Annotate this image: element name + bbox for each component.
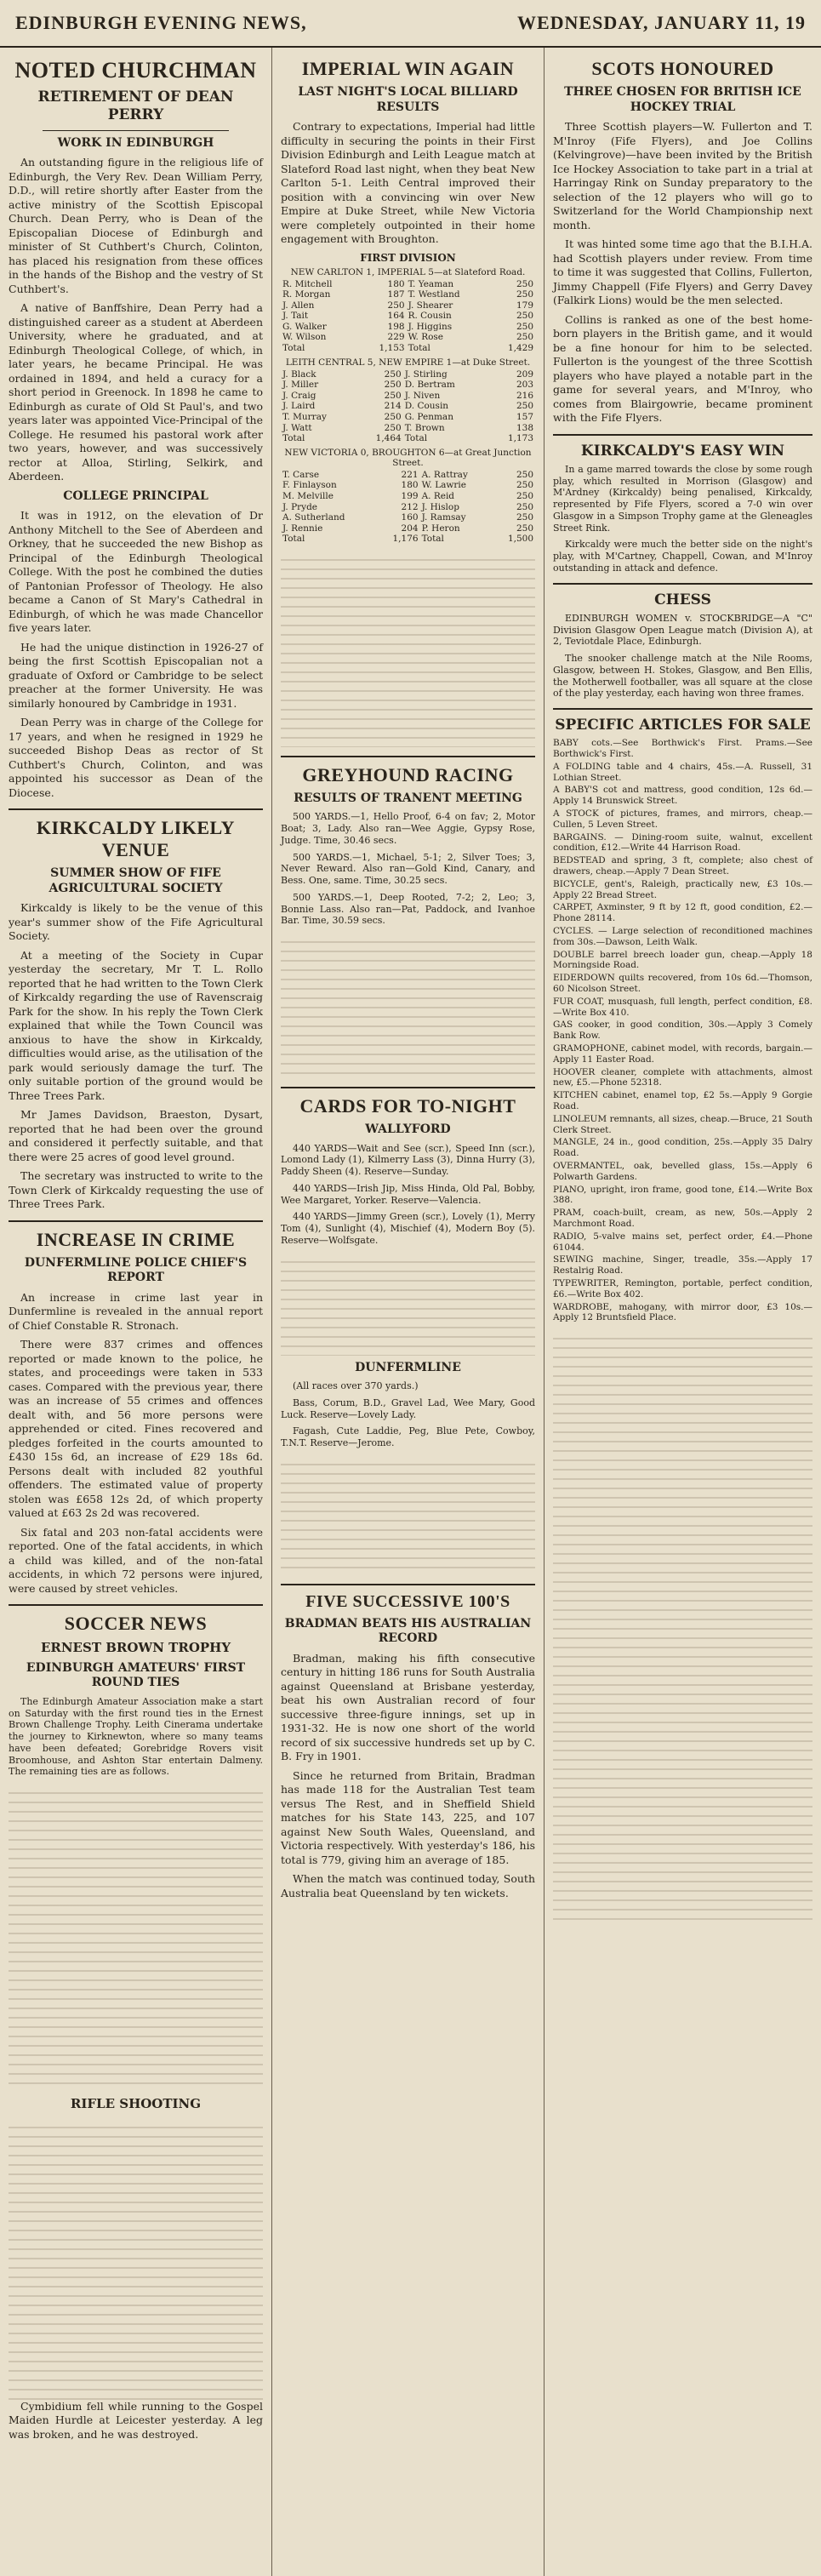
table-row xyxy=(281,279,535,290)
divider xyxy=(43,130,229,131)
fixture-list-block xyxy=(9,1785,263,2091)
division-heading: FIRST DIVISION xyxy=(360,251,456,264)
table-cell: 221 xyxy=(401,469,419,480)
table-cell: G. Penman xyxy=(404,412,453,423)
table-cell: 250 xyxy=(384,380,402,391)
list-item: EIDERDOWN quilts recovered, from 10s 6d.—Thomson, 60 Nicolson Street. xyxy=(553,973,812,994)
kirkcaldy-paragraph: Kirkcaldy is likely to be the venue of this year's summer show of the Fife Agricultural Society. xyxy=(9,901,263,942)
greyhound-subhead: RESULTS OF TRANENT MEETING xyxy=(294,791,522,805)
table-row xyxy=(281,322,535,333)
track-heading: DUNFERMLINE xyxy=(355,1360,461,1374)
list-item: DOUBLE barrel breech loader gun, cheap.—Apply 18 Morningside Road. xyxy=(553,949,812,971)
table-cell: 1,176 xyxy=(392,534,419,545)
bradman-paragraph: Since he returned from Britain, Bradman has made 118 for the Australian Test team versus The Rest, and in Sheffield Shield matches for his State 143, 225, and 107 against New South Wales, Queensland, and Victoria respectively. With yesterday's 186, his total is 779, giving him an average of 185. xyxy=(281,1768,535,1866)
churchman-paragraph: He had the unique distinction in 1926-27 of being the first Scottish Episcopalian not a graduate of Oxford or Cambridge to be select preacher at the former University. He was similarly honoured by Cambridge in 1931. xyxy=(9,640,263,710)
masthead-date: WEDNESDAY, JANUARY 11, 19 xyxy=(516,12,806,33)
table-row xyxy=(281,512,535,523)
table-cell: 216 xyxy=(516,390,533,401)
cards-paragraph: 440 YARDS—Irish Jip, Miss Hinda, Old Pal, Bobby, Wee Margaret, Yorker. Reserve—Valencia. xyxy=(281,1182,535,1206)
table-cell: A. Reid xyxy=(421,491,455,501)
table-cell: J. Black xyxy=(282,368,316,380)
table-cell: 250 xyxy=(384,368,402,380)
table-cell: 179 xyxy=(516,300,533,311)
table-cell: R. Morgan xyxy=(282,289,331,300)
list-item: PIANO, upright, iron frame, good tone, £14.—Write Box 388. xyxy=(553,1184,812,1206)
chess-paragraph: The snooker challenge match at the Nile Rooms, Glasgow, between H. Stokes, Glasgow, and Ben Ellis, the Motherwell footballer, was all square at the close of the play yesterday, each having won three frames. xyxy=(553,653,812,700)
list-item: KITCHEN cabinet, enamel top, £2 5s.—Apply 9 Gorgie Road. xyxy=(553,1090,812,1111)
table-cell: J. Hislop xyxy=(421,501,459,512)
cards-paragraph: Fagash, Cute Laddie, Peg, Blue Pete, Cowboy, T.N.T. Reserve—Jerome. xyxy=(281,1425,535,1449)
list-item: A FOLDING table and 4 chairs, 45s.—A. Russell, 31 Lothian Street. xyxy=(553,761,812,783)
divider xyxy=(281,756,535,757)
table-cell: 250 xyxy=(516,523,533,534)
column-2 xyxy=(272,48,544,2576)
hockey-headline: SCOTS HONOURED xyxy=(591,58,774,79)
table-cell: J. Tait xyxy=(282,311,309,322)
table-row xyxy=(281,380,535,391)
list-item: LINOLEUM remnants, all sizes, cheap.—Bruce, 21 South Clerk Street. xyxy=(553,1113,812,1135)
list-item: BARGAINS. — Dining-room suite, walnut, excellent condition, £12.—Write 44 Harrison Road. xyxy=(553,831,812,854)
bradman-headline: FIVE SUCCESSIVE 100'S xyxy=(305,1591,510,1611)
chess-headline: CHESS xyxy=(654,591,711,608)
hockey-paragraph: It was hinted some time ago that the B.I.H.A. had Scottish players under review. From time to time it was suggested that Collins, Fullerton, Jimmy Chappell (Fife Flyers) and Gerry Davey (Falkirk Lions) would be the men selected. xyxy=(553,237,812,306)
table-cell: J. Ramsay xyxy=(421,512,466,523)
cards-paragraph: (All races over 370 yards.) xyxy=(293,1380,419,1392)
table-cell: Total xyxy=(282,433,305,444)
cards-block xyxy=(281,1456,535,1575)
table-cell: D. Bertram xyxy=(404,380,455,391)
table-cell: 199 xyxy=(401,491,419,501)
table-cell: A. Rattray xyxy=(421,469,468,480)
table-cell: Total xyxy=(282,343,305,354)
table-cell: 250 xyxy=(384,390,402,401)
score-table xyxy=(281,470,535,545)
cards-paragraph: Bass, Corum, B.D., Gravel Lad, Wee Mary, Good Luck. Reserve—Lovely Lady. xyxy=(281,1397,535,1420)
divider xyxy=(553,708,812,710)
crime-paragraph: An increase in crime last year in Dunfermline is revealed in the annual report of Chief Constable R. Stronach. xyxy=(9,1290,263,1332)
soccer-subhead: ERNEST BROWN TROPHY xyxy=(40,1640,231,1655)
hockey-paragraph: Collins is ranked as one of the best home-born players in the British game, and it would be a fine honour for him to be selected. Fullerton is the youngest of the three Scottish players who have played a notable part in the game for several years, and M'Inroy, who comes from Blairgowrie, became prominent with the Fife Flyers. xyxy=(553,312,812,424)
table-cell: 250 xyxy=(516,401,533,412)
ads-headline: SPECIFIC ARTICLES FOR SALE xyxy=(555,717,811,734)
kirkcaldy-subhead: SUMMER SHOW OF FIFE AGRICULTURAL SOCIETY xyxy=(48,866,223,895)
churchman-subhead-2: COLLEGE PRINCIPAL xyxy=(63,488,208,503)
greyhound-paragraph: 500 YARDS.—1, Hello Proof, 6-4 on fav; 2, Motor Boat; 3, Lady. Also ran—Wee Aggie, Gypsy Rose, Judge. Time, 30.46 secs. xyxy=(281,811,535,846)
table-cell: J. Higgins xyxy=(408,321,453,332)
table-cell: Total xyxy=(404,433,428,444)
table-cell: 250 xyxy=(516,469,533,480)
churchman-paragraph: It was in 1912, on the elevation of Dr Anthony Mitchell to the See of Aberdeen and Orkney, that he succeeded the new Bishop as Principal of the Edinburgh Theological College. With the post he combined the duties of Pantonian Professor of Theology. He also became a Canon of St Mary's Cathedral in Edinburgh, of which he was made Chancellor five years later. xyxy=(9,509,263,634)
table-cell: W. Wilson xyxy=(282,332,327,343)
list-item: RADIO, 5-valve mains set, perfect order, £4.—Phone 61044. xyxy=(553,1231,812,1253)
table-cell: J. Allen xyxy=(282,300,315,311)
hockey-paragraph: Three Scottish players—W. Fullerton and T. M'Inroy (Fife Flyers), and Joe Collins (Kelvingrove)—have been invited by the British Ice Hockey Association to take part in a trial at Harringay Rink on Sunday preparatory to the selection of the 12 players who will go to Switzerland for the World Championship next month. xyxy=(553,120,812,231)
track-heading: WALLYFORD xyxy=(365,1122,451,1137)
table-cell: J. Craig xyxy=(282,390,316,401)
table-cell: Total xyxy=(408,343,430,354)
column-1 xyxy=(0,48,272,2576)
match-heading: NEW CARLTON 1, IMPERIAL 5—at Slateford Road. xyxy=(290,266,526,277)
list-item: MANGLE, 24 in., good condition, 25s.—Apply 35 Dalry Road. xyxy=(553,1137,812,1159)
divider xyxy=(9,1220,263,1222)
crime-paragraph: There were 837 crimes and offences reported or made known to the police, he states, and proceedings were taken in 533 cases. Compared with the previous year, there was an increase of 55 crimes and offences dealt with, and 56 more persons were apprehended or cited. Fines recovered and pledges forfeited in the courts amounted to £430 15s 6d, an increase of £29 18s 6d. Persons dealt with included 82 youthful offenders. The estimated value of property stolen was £658 12s 2d, of which property valued at £63 2s 2d was recovered. xyxy=(9,1338,263,1519)
list-item: FUR COAT, musquash, full length, perfect condition, £8.—Write Box 410. xyxy=(553,996,812,1018)
soccer-subhead-2: EDINBURGH AMATEURS' FIRST ROUND TIES xyxy=(26,1660,246,1690)
churchman-subhead: WORK IN EDINBURGH xyxy=(57,135,214,150)
masthead-paper-name: EDINBURGH EVENING NEWS, xyxy=(15,12,307,33)
table-cell: 250 xyxy=(384,412,402,423)
table-cell: 1,429 xyxy=(507,343,533,354)
divider xyxy=(553,434,812,436)
chess-paragraph: EDINBURGH WOMEN v. STOCKBRIDGE—A "C" Division Glasgow Open League match (Division A), at 2, Teviotdale Place, Edinburgh. xyxy=(553,612,812,648)
churchman-paragraph: An outstanding figure in the religious life of Edinburgh, the Very Rev. Dean William Perry, D.D., will retire shortly after Easter from the active ministry of the Scottish Episcopal Church. Dean Perry, who is Dean of the Episcopalian Diocese of Edinburgh and minister of St Cuthbert's Church, Colinton, has placed his resignation from these offices in the hands of the Bishop and the vestry of St Cuthbert's. xyxy=(9,156,263,295)
billiards-results-block xyxy=(281,551,535,747)
crime-paragraph: Six fatal and 203 non-fatal accidents were reported. One of the fatal accidents, in which a child was killed, and of the non-fatal accidents, in which 72 persons were injured, were caused by street vehicles. xyxy=(9,1525,263,1595)
table-cell: 180 xyxy=(401,480,419,491)
match-heading: NEW VICTORIA 0, BROUGHTON 6—at Great Junction Street. xyxy=(284,447,532,468)
table-row xyxy=(281,332,535,343)
cards-block xyxy=(281,1254,535,1356)
table-cell: P. Heron xyxy=(421,523,460,534)
divider xyxy=(281,1087,535,1088)
kirkcaldy-paragraph: The secretary was instructed to write to the Town Clerk of Kirkcaldy requesting the use of Three Trees Park. xyxy=(9,1169,263,1210)
list-item: CARPET, Axminster, 9 ft by 12 ft, good condition, £2.—Phone 28114. xyxy=(553,902,812,924)
table-cell: 1,173 xyxy=(507,433,533,444)
billiards-headline: IMPERIAL WIN AGAIN xyxy=(301,58,515,79)
divider xyxy=(553,583,812,585)
classified-ads-list xyxy=(553,738,812,1323)
table-row xyxy=(281,412,535,423)
kirkcaldy-win-headline: KIRKCALDY'S EASY WIN xyxy=(580,442,785,460)
hockey-subhead: THREE CHOSEN FOR BRITISH ICE HOCKEY TRIAL xyxy=(564,85,801,114)
table-cell: R. Cousin xyxy=(408,311,452,322)
list-item: PRAM, coach-built, cream, as new, 50s.—Apply 2 Marchmont Road. xyxy=(553,1208,812,1229)
divider xyxy=(9,808,263,810)
kirkcaldy-headline: KIRKCALDY LIKELY VENUE xyxy=(36,817,236,860)
table-row xyxy=(281,401,535,412)
table-cell: M. Melville xyxy=(282,491,334,501)
table-cell: 203 xyxy=(516,380,533,391)
table-cell: 212 xyxy=(401,501,419,512)
kirkcaldy-paragraph: At a meeting of the Society in Cupar yesterday the secretary, Mr T. L. Rollo reported that he had written to the Town Clerk of Kirkcaldy regarding the use of Ravenscraig Park for the show. In his reply the Town Clerk explained that while the Town Council was anxious to have the show in Kirkcaldy, difficulties would arise, as the utilisation of the park would seriously damage the turf. The only suitable portion of the ground would be Three Trees Park. xyxy=(9,948,263,1102)
table-row xyxy=(281,300,535,311)
churchman-paragraph: A native of Banffshire, Dean Perry had a distinguished career as a student at Aberdeen University, where he graduated, and at Edinburgh Theological College, of which, in later years, he became Principal. He was ordained in 1894, and held a curacy for a short period in Greenock. In 1898 he came to Edinburgh as curate of Old St Paul's, and two years later was appointed Vice-Principal of the College. He resumed his pastoral work after two years, however, and was successively rector at Alloa, Stirling, Selkirk, and Aberdeen. xyxy=(9,301,263,483)
list-item: OVERMANTEL, oak, bevelled glass, 15s.—Apply 6 Polwarth Gardens. xyxy=(553,1160,812,1182)
table-cell: 250 xyxy=(387,300,405,311)
table-total-row xyxy=(281,343,535,354)
table-cell: 250 xyxy=(516,480,533,491)
table-cell: 138 xyxy=(516,422,533,433)
table-cell: J. Stirling xyxy=(404,368,448,380)
soccer-headline: SOCCER NEWS xyxy=(64,1613,208,1634)
table-cell: Total xyxy=(421,534,444,545)
table-cell: W. Lawrie xyxy=(421,480,467,491)
racing-note: Cymbidium fell while running to the Gospel Maiden Hurdle at Leicester yesterday. A leg was broken, and he was destroyed. xyxy=(9,2399,263,2441)
table-cell: 250 xyxy=(516,501,533,512)
columns xyxy=(0,48,821,2576)
table-cell: 180 xyxy=(387,278,405,289)
table-row xyxy=(281,480,535,491)
greyhound-paragraph: 500 YARDS.—1, Deep Rooted, 7-2; 2, Leo; 3, Bonnie Lass. Also ran—Pat, Paddock, and Ivanhoe Bar. Time, 30.59 secs. xyxy=(281,891,535,927)
divider xyxy=(281,1584,535,1585)
soccer-paragraph: The Edinburgh Amateur Association make a start on Saturday with the first round ties in the Ernest Brown Challenge Trophy. Leith Cinerama undertake the journey to Kirknewton, where so many teams have been defeated; Gorebridge Rovers visit Broomhouse, and Ashton Star entertain Dalmeny. The remaining ties are as follows. xyxy=(9,1695,263,1778)
divider xyxy=(9,1604,263,1606)
list-item: GAS cooker, in good condition, 30s.—Apply 3 Comely Bank Row. xyxy=(553,1020,812,1042)
score-table xyxy=(281,279,535,354)
table-cell: D. Cousin xyxy=(404,401,449,412)
table-cell: 1,500 xyxy=(507,534,533,545)
table-cell: 250 xyxy=(516,311,533,322)
list-item: TYPEWRITER, Remington, portable, perfect condition, £6.—Write Box 402. xyxy=(553,1277,812,1299)
table-cell: 164 xyxy=(387,311,405,322)
table-cell: 250 xyxy=(516,512,533,523)
kirkcaldy-win-paragraph: Kirkcaldy were much the better side on the night's play, with M'Cartney, Chappell, Cowan, and M'Inroy outstanding in attack and defence. xyxy=(553,539,812,574)
cards-paragraph: 440 YARDS—Jimmy Green (scr.), Lovely (1), Merry Tom (4), Sunlight (4), Mischief (4), Modern Boy (5). Reserve—Wolfsgate. xyxy=(281,1211,535,1246)
crime-subhead: DUNFERMLINE POLICE CHIEF'S REPORT xyxy=(24,1255,248,1284)
table-cell: 250 xyxy=(516,321,533,332)
table-cell: W. Rose xyxy=(408,332,444,343)
greyhound-results-block xyxy=(281,934,535,1078)
cards-paragraph: 440 YARDS—Wait and See (scr.), Speed Inn (scr.), Lomond Lady (1), Kilmerry Lass (3), Dinna Hurry (3), Paddy Sheen (4). Reserve—Sunday. xyxy=(281,1142,535,1178)
billiards-paragraph: Contrary to expectations, Imperial had little difficulty in securing the points in their First Division Edinburgh and Leith League match at Slateford Road last night, when they beat New Carlton 5-1. Leith Central improved their position with a convincing win over New Empire at Duke Street, while New Victoria were completely outpointed in their home engagement with Broughton. xyxy=(281,120,535,245)
table-total-row xyxy=(281,433,535,444)
list-item: A BABY'S cot and mattress, good condition, 12s 6d.—Apply 14 Brunswick Street. xyxy=(553,785,812,807)
table-cell: 250 xyxy=(384,422,402,433)
bradman-subhead: BRADMAN BEATS HIS AUSTRALIAN RECORD xyxy=(284,1616,532,1646)
table-row xyxy=(281,289,535,300)
table-cell: J. Niven xyxy=(404,390,441,401)
list-item: A STOCK of pictures, frames, and mirrors, cheap.—Cullen, 5 Leven Street. xyxy=(553,808,812,830)
match-heading: LEITH CENTRAL 5, NEW EMPIRE 1—at Duke Street. xyxy=(285,357,531,368)
table-cell: 160 xyxy=(401,512,419,523)
table-cell: J. Miller xyxy=(282,380,319,391)
table-cell: G. Walker xyxy=(282,321,327,332)
table-row xyxy=(281,523,535,534)
table-cell: R. Mitchell xyxy=(282,278,333,289)
table-row xyxy=(281,391,535,402)
table-total-row xyxy=(281,534,535,545)
table-cell: J. Shearer xyxy=(408,300,453,311)
greyhound-headline: GREYHOUND RACING xyxy=(302,763,514,785)
table-cell: 250 xyxy=(516,332,533,343)
crime-headline: INCREASE IN CRIME xyxy=(36,1228,236,1250)
table-cell: Total xyxy=(282,534,305,545)
bradman-paragraph: Bradman, making his fifth consecutive century in hitting 186 runs for South Australia against Queensland at Brisbane yesterday, beat his own Australian record of four successive three-figure innings, set up in 1931-32. He is now one short of the world record of six successive hundreds set up by C. B. Fry in 1901. xyxy=(281,1651,535,1763)
table-cell: 204 xyxy=(401,523,419,534)
table-cell: J. Rennie xyxy=(282,523,323,534)
classified-ads-block xyxy=(553,1330,812,1926)
table-cell: 198 xyxy=(387,321,405,332)
table-cell: 209 xyxy=(516,368,533,380)
table-cell: 157 xyxy=(516,412,533,423)
cards-headline: CARDS FOR TO-NIGHT xyxy=(299,1095,516,1117)
greyhound-paragraph: 500 YARDS.—1, Michael, 5-1; 2, Silver Toes; 3, Never Reward. Also ran—Gold Kind, Canary, and Bess. One, same. Time, 30.25 secs. xyxy=(281,851,535,887)
table-row xyxy=(281,369,535,380)
table-cell: A. Sutherland xyxy=(282,512,345,523)
bradman-paragraph: When the match was continued today, South Australia beat Queensland by ten wickets. xyxy=(281,1872,535,1899)
table-row xyxy=(281,502,535,513)
kirkcaldy-paragraph: Mr James Davidson, Braeston, Dysart, reported that he had been over the ground and considered it perfectly suitable, and that there were 25 acres of good level ground. xyxy=(9,1108,263,1163)
table-row xyxy=(281,423,535,434)
list-item: BICYCLE, gent's, Raleigh, practically new, £3 10s.—Apply 22 Bread Street. xyxy=(553,878,812,900)
table-cell: T. Brown xyxy=(404,422,445,433)
list-item: WARDROBE, mahogany, with mirror door, £3 10s.—Apply 12 Bruntsfield Place. xyxy=(553,1301,812,1323)
table-cell: 1,464 xyxy=(375,433,402,444)
table-cell: 250 xyxy=(516,278,533,289)
table-cell: J. Pryde xyxy=(282,501,318,512)
table-cell: 250 xyxy=(516,491,533,501)
billiards-subhead: LAST NIGHT'S LOCAL BILLIARD RESULTS xyxy=(298,85,518,114)
table-cell: T. Yeaman xyxy=(408,278,454,289)
list-item: HOOVER cleaner, complete with attachments, almost new, £5.—Phone 52318. xyxy=(553,1066,812,1088)
table-cell: T. Murray xyxy=(282,412,327,423)
churchman-kicker: NOTED CHURCHMAN xyxy=(14,58,257,83)
list-item: CYCLES. — Large selection of reconditioned machines from 30s.—Dawson, Leith Walk. xyxy=(553,926,812,947)
table-row xyxy=(281,470,535,481)
list-item: GRAMOPHONE, cabinet model, with records, bargain.—Apply 11 Easter Road. xyxy=(553,1042,812,1065)
kirkcaldy-win-paragraph: In a game marred towards the close by some rough play, which resulted in Morrison (Glasgow) and M'Ardney (Kirkcaldy) being penalised, Kirkcaldy, represented by Fife Flyers, scored a 7-0 win over Glasgow in a Simpson Trophy game at the Gleneagles Street Rink. xyxy=(553,463,812,534)
table-row xyxy=(281,491,535,502)
churchman-headline: RETIREMENT OF DEAN PERRY xyxy=(37,89,234,124)
table-cell: 187 xyxy=(387,289,405,300)
masthead xyxy=(0,0,821,48)
list-item: BEDSTEAD and spring, 3 ft, complete; also chest of drawers, cheap.—Apply 7 Dean Street. xyxy=(553,855,812,877)
table-cell: 1,153 xyxy=(379,343,405,354)
list-item: BABY cots.—See Borthwick's First. Prams.—See Borthwick's First. xyxy=(553,738,812,760)
table-cell: 214 xyxy=(384,401,402,412)
table-cell: 229 xyxy=(387,332,405,343)
list-item: SEWING machine, Singer, treadle, 35s.—Apply 17 Restalrig Road. xyxy=(553,1254,812,1277)
churchman-paragraph: Dean Perry was in charge of the College for 17 years, and when he resigned in 1929 he succeeded Bishop Deas as rector of St Cuthbert's Church, Colinton, and was appointed his successor as Dean of the Diocese. xyxy=(9,716,263,799)
score-table xyxy=(281,369,535,444)
rifle-headline: RIFLE SHOOTING xyxy=(70,2096,202,2111)
table-cell: J. Laird xyxy=(282,401,316,412)
rifle-results-block xyxy=(9,2119,263,2400)
table-cell: T. Westland xyxy=(408,289,460,300)
table-row xyxy=(281,311,535,322)
table-cell: F. Finlayson xyxy=(282,480,337,491)
column-3 xyxy=(544,48,821,2576)
table-cell: 250 xyxy=(516,289,533,300)
table-cell: T. Carse xyxy=(282,469,320,480)
table-cell: J. Watt xyxy=(282,422,312,433)
